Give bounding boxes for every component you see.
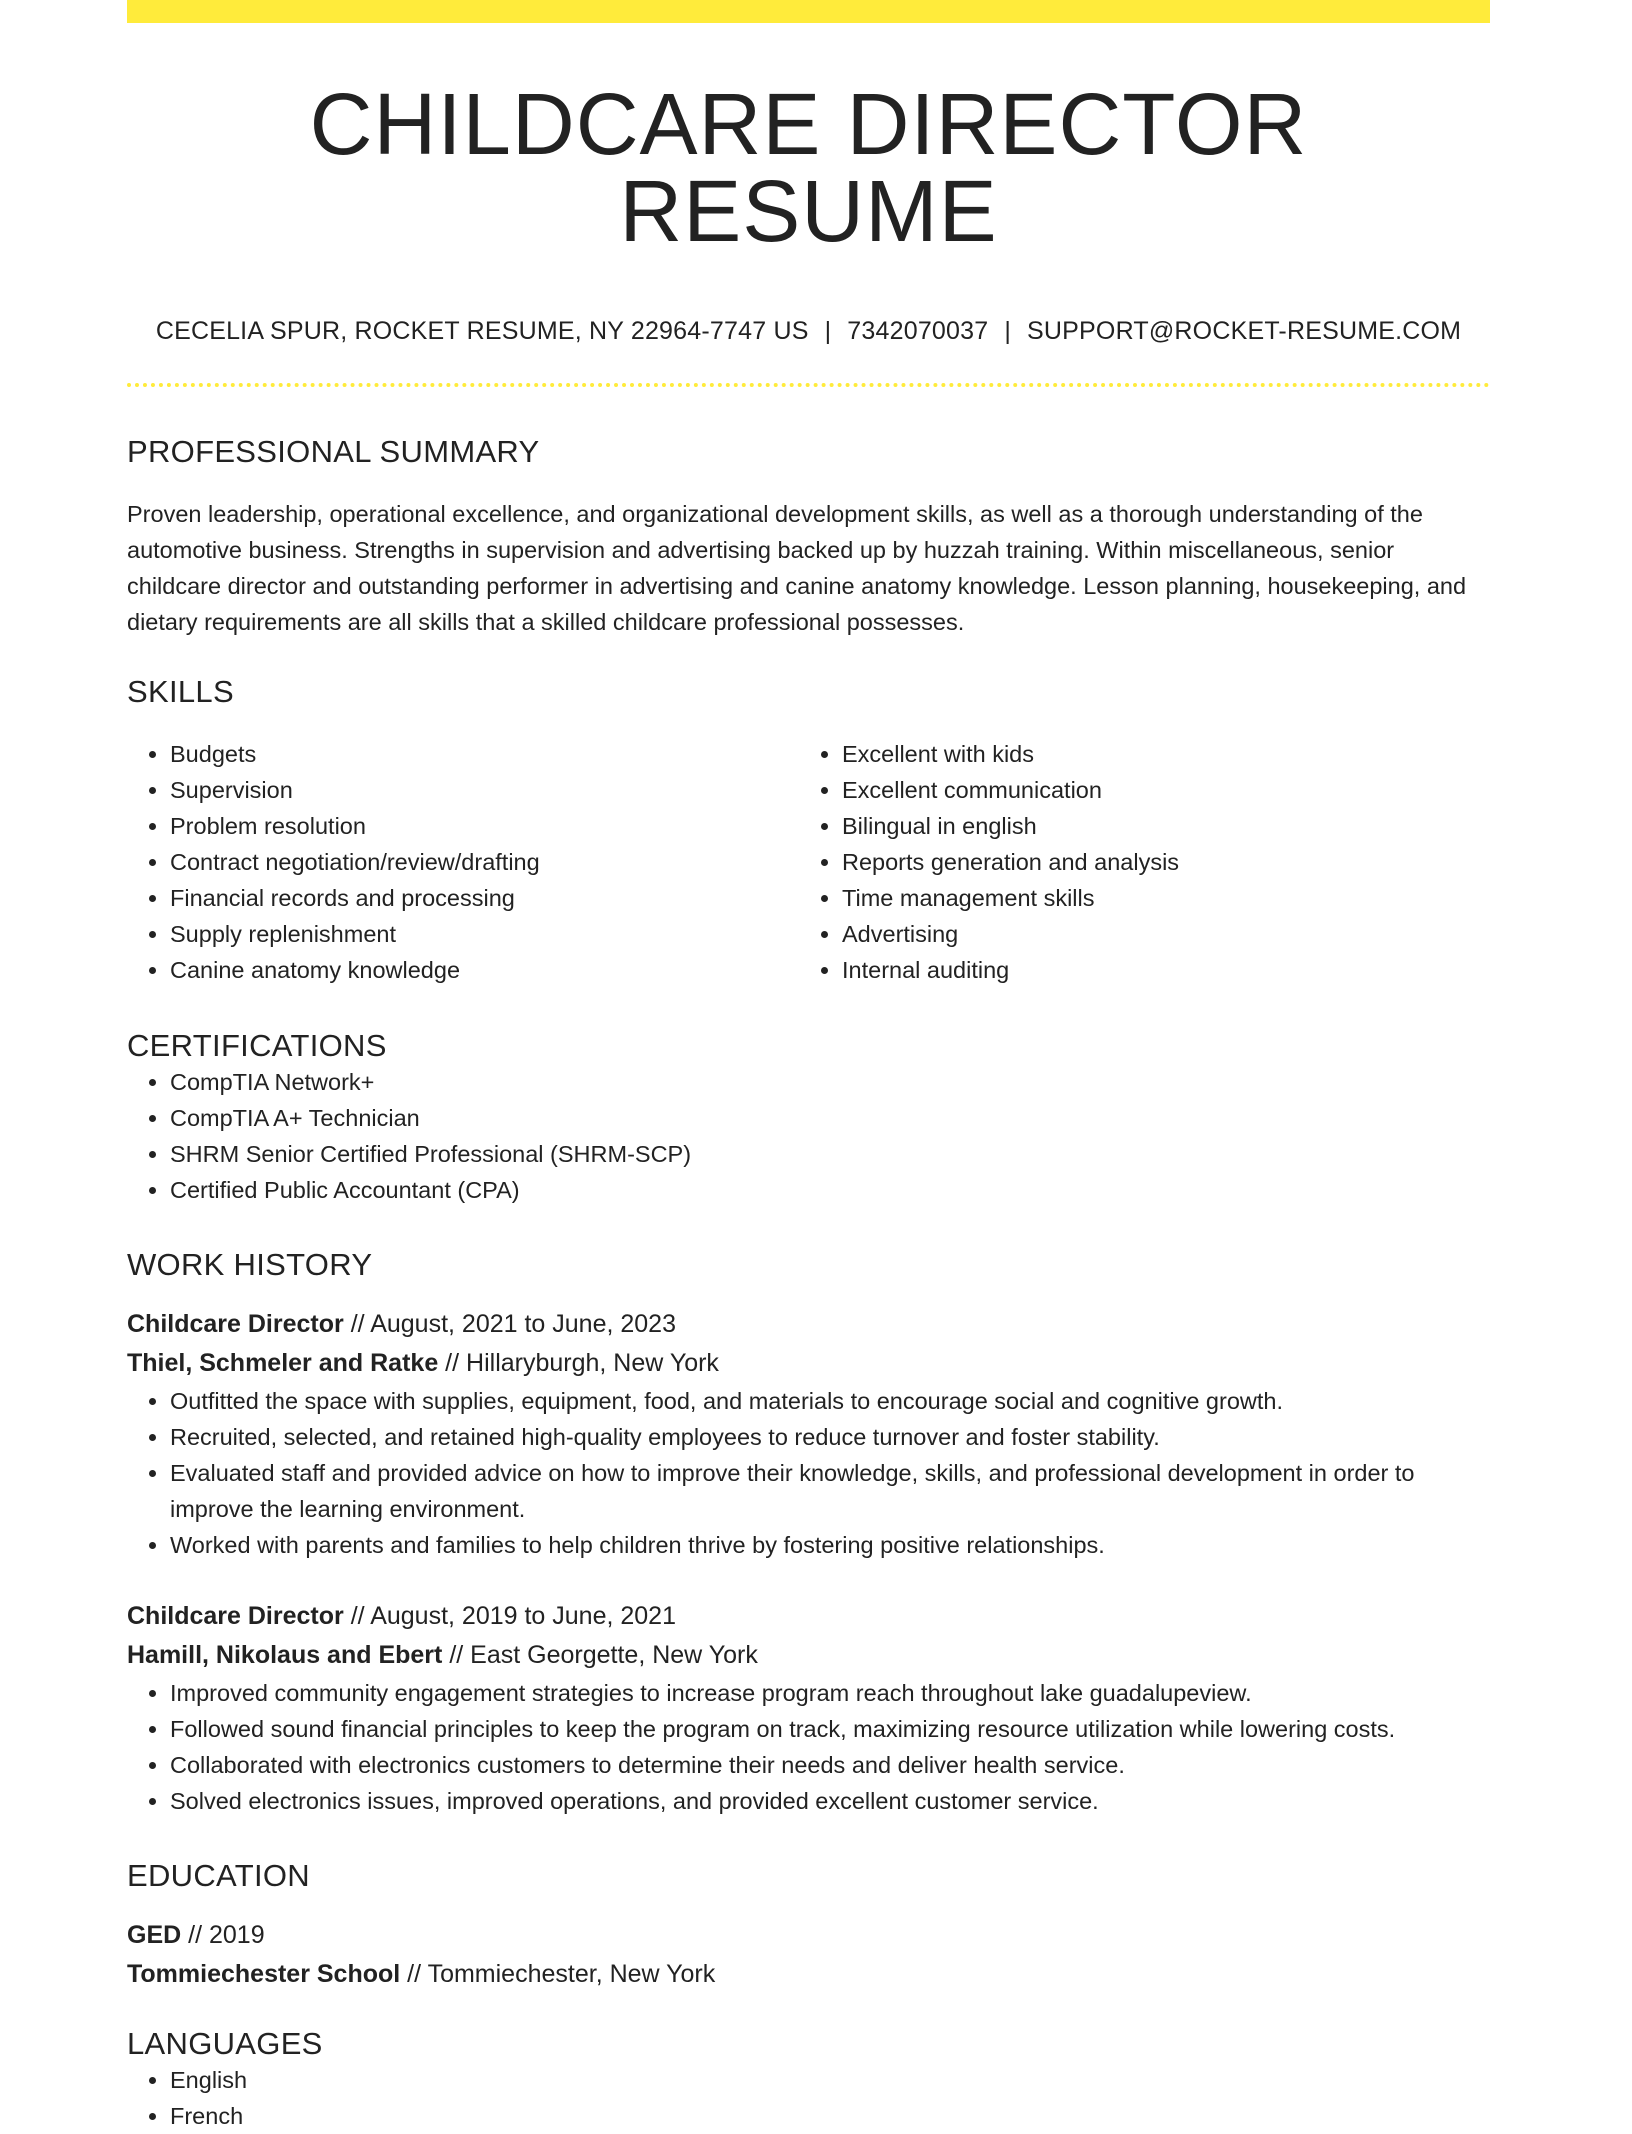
skill-item: • Canine anatomy knowledge (170, 952, 799, 988)
job-company: Thiel, Schmeler and Ratke (127, 1349, 439, 1377)
contact-email: SUPPORT@ROCKET-RESUME.COM (1027, 317, 1462, 345)
education-degree-line (127, 1916, 1490, 1955)
certification-item: • CompTIA Network+ (170, 1064, 1490, 1100)
job-location: East Georgette, New York (470, 1641, 758, 1669)
resume-title: CHILDCARE DIRECTOR RESUME (309, 76, 1308, 260)
language-item: • French (170, 2098, 1490, 2134)
skills-grid (127, 736, 1490, 988)
skill-item: • Internal auditing (842, 952, 1471, 988)
skill-item: • Budgets (170, 736, 799, 772)
education-delimiter: // (407, 1960, 422, 1988)
job-duty-item: • Recruited, selected, and retained high-quality employees to reduce turnover and foster stability. (170, 1419, 1490, 1455)
job-delimiter: // (449, 1641, 464, 1669)
contact-line (127, 317, 1490, 346)
job-delimiter: // (350, 1310, 365, 1338)
job-duty-item: • Evaluated staff and provided advice on how to improve their knowledge, skills, and professional development in order to improve the learning environment. (170, 1455, 1490, 1527)
skill-item: • Supply replenishment (170, 916, 799, 952)
skills-heading: SKILLS (127, 674, 234, 709)
certifications-list (127, 1064, 1490, 1208)
skill-item: • Advertising (842, 916, 1471, 952)
languages-heading: LANGUAGES (127, 2026, 323, 2061)
skill-item: • Supervision (170, 772, 799, 808)
language-item: • English (170, 2062, 1490, 2098)
contact-phone: 7342070037 (847, 317, 989, 345)
skills-list-left (127, 736, 799, 988)
resume-page (127, 0, 1490, 2134)
skill-item: • Time management skills (842, 880, 1471, 916)
job-dates: August, 2019 to June, 2021 (370, 1602, 676, 1630)
certifications-heading: CERTIFICATIONS (127, 1028, 387, 1063)
job-duties-list (127, 1383, 1490, 1563)
job-title-line (127, 1305, 1490, 1344)
skill-item: • Bilingual in english (842, 808, 1471, 844)
job-duty-item: • Worked with parents and families to help children thrive by fostering positive relationships. (170, 1527, 1490, 1563)
job-company-line (127, 1636, 1490, 1675)
dotted-divider (127, 383, 1490, 387)
skill-item: • Problem resolution (170, 808, 799, 844)
job-location: Hillaryburgh, New York (466, 1349, 719, 1377)
summary-heading: PROFESSIONAL SUMMARY (127, 434, 540, 469)
summary-text: Proven leadership, operational excellence, and organizational development skills, as well as a thorough understanding of the automotive business. Strengths in supervision and advertising backed up by huzzah training. Within miscellaneous, senior childcare director and outstanding performer in advertising and canine anatomy knowledge. Lesson planning, housekeeping, and dietary requirements are all skills that a skilled childcare professional possesses. (127, 501, 1467, 635)
job-delimiter: // (445, 1349, 460, 1377)
skill-item: • Reports generation and analysis (842, 844, 1471, 880)
education-year: 2019 (209, 1921, 265, 1949)
job-duty-item: • Followed sound financial principles to keep the program on track, maximizing resource utilization while lowering costs. (170, 1711, 1490, 1747)
job-dates: August, 2021 to June, 2023 (370, 1310, 676, 1338)
skill-item: • Contract negotiation/review/drafting (170, 844, 799, 880)
skill-item: • Excellent communication (842, 772, 1471, 808)
certification-item: • CompTIA A+ Technician (170, 1100, 1490, 1136)
education-location: Tommiechester, New York (427, 1960, 716, 1988)
job-duty-item: • Improved community engagement strategies to increase program reach throughout lake guadalupeview. (170, 1675, 1490, 1711)
job-role: Childcare Director (127, 1310, 344, 1338)
education-heading: EDUCATION (127, 1858, 310, 1893)
job-duty-item: • Outfitted the space with supplies, equipment, food, and materials to encourage social and cognitive growth. (170, 1383, 1490, 1419)
education-degree: GED (127, 1921, 182, 1949)
job-duty-item: • Collaborated with electronics customers to determine their needs and deliver health service. (170, 1747, 1490, 1783)
job-title-line (127, 1597, 1490, 1636)
contact-separator: | (1004, 317, 1012, 345)
job-role: Childcare Director (127, 1602, 344, 1630)
job-company: Hamill, Nikolaus and Ebert (127, 1641, 443, 1669)
certification-item: • SHRM Senior Certified Professional (SHRM-SCP) (170, 1136, 1490, 1172)
job-duties-list (127, 1675, 1490, 1819)
skills-list-right (799, 736, 1471, 988)
languages-list (127, 2062, 1490, 2134)
education-school-line (127, 1955, 1490, 1994)
skills-column-right (799, 736, 1471, 988)
skills-column-left (127, 736, 799, 988)
contact-address: CECELIA SPUR, ROCKET RESUME, NY 22964-7747 US (155, 317, 809, 345)
job-company-line (127, 1344, 1490, 1383)
accent-top-bar (127, 0, 1490, 23)
certification-item: • Certified Public Accountant (CPA) (170, 1172, 1490, 1208)
work-history-heading: WORK HISTORY (127, 1247, 373, 1282)
job-duty-item: • Solved electronics issues, improved operations, and provided excellent customer service. (170, 1783, 1490, 1819)
education-school: Tommiechester School (127, 1960, 401, 1988)
skill-item: • Financial records and processing (170, 880, 799, 916)
contact-separator: | (824, 317, 832, 345)
job-delimiter: // (350, 1602, 365, 1630)
skill-item: • Excellent with kids (842, 736, 1471, 772)
education-delimiter: // (188, 1921, 203, 1949)
